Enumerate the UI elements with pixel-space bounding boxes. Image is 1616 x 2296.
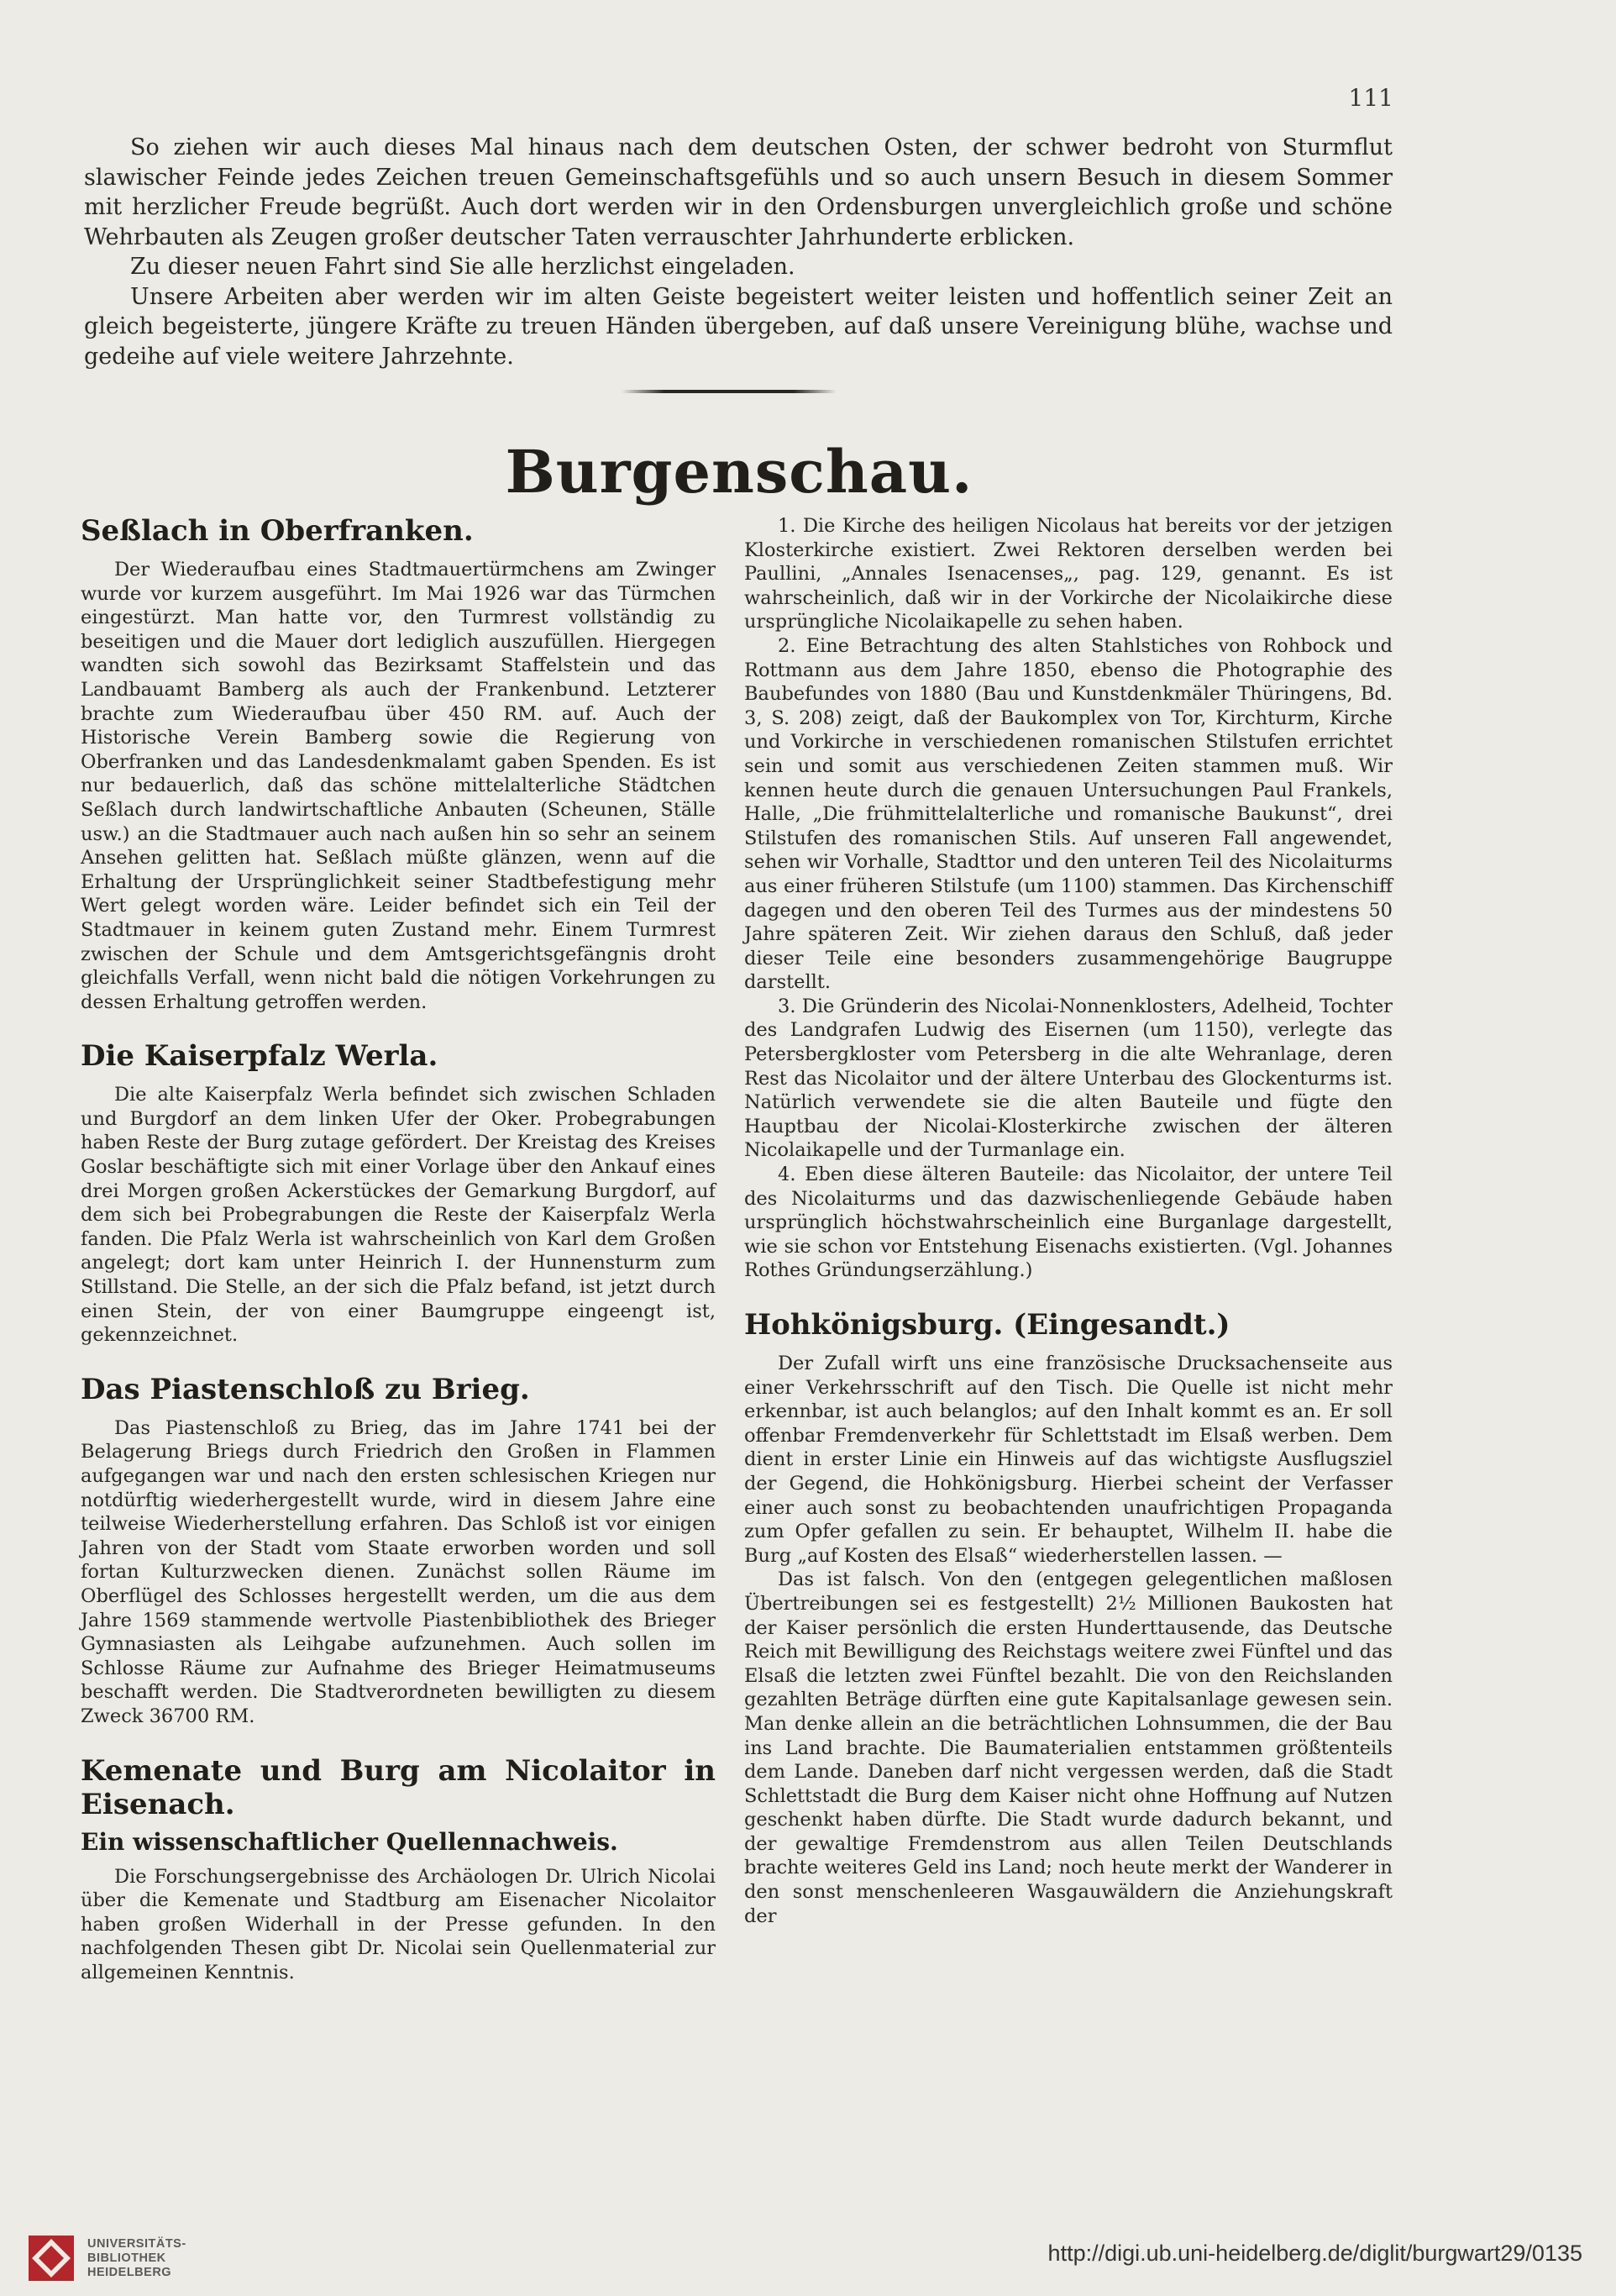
article-paragraph: 3. Die Gründerin des Nicolai-Nonnenklosters, Adelheid, Tochter des Landgrafen Ludwig des Eisernen (um 1150), verlegte das Petersbergkloster vom Petersberg in die alte Wehranlage, deren Rest das Nicolaitor und der ältere Unterbau des Glockenturms ist. Natürlich verwendete sie die alten Bauteile und fügte den Hauptbau der Nicolai-Klosterkirche zwischen der älteren Nicolaikapelle und der Turmanlage ein.: [744, 995, 1393, 1162]
section-heading: Die Kaiserpfalz Werla.: [81, 1039, 438, 1074]
section-heading: Das Piastenschloß zu Brieg.: [81, 1372, 530, 1406]
article-paragraph: 2. Eine Betrachtung des alten Stahlstiches von Rohbock und Rottmann aus dem Jahre 1850, ebenso die Photographie des Baubefundes von 1880 (Bau und Kunstdenkmäler Thüringens, Bd. 3, S. 208) zeigt, daß der Baukomplex von Tor, Kirchturm, Kirche und Vorkirche in verschiedenen romanischen Stilstufen errichtet sein und somit aus verschiedenen Zeiten stammen muß. Wir kennen heute durch die genauen Untersuchungen Paul Frankels, Halle, „Die frühmittelalterliche und romanische Baukunst“, drei Stilstufen des romanischen Stils. Auf unseren Fall angewendet, sehen wir Vorhalle, Stadttor und den unteren Teil des Nicolaiturms aus einer früheren Stilstufe (um 1100) stammen. Das Kirchenschiff dagegen und den oberen Teil des Turmes aus der mindestens 50 Jahre späteren Zeit. Wir ziehen daraus den Schluß, daß jeder dieser Teile eine besonders zusammengehörige Baugruppe darstellt.: [744, 634, 1393, 994]
library-logo[interactable]: [27, 2230, 279, 2286]
intro-paragraph: Unsere Arbeiten aber werden wir im alten Geiste begeistert weiter leisten und hoffentlich seiner Zeit an gleich begeisterte, jüngere Kräfte zu treuen Händen übergeben, auf daß unsere Vereinigung blühe, wachse und gedeihe auf viele weitere Jahrzehnte.: [84, 283, 1393, 370]
library-seal-icon: [27, 2234, 76, 2283]
article-paragraph: Der Zufall wirft uns eine französische Drucksachenseite aus einer Verkehrsschrift auf den Tisch. Die Quelle ist nicht mehr erkennbar, ist auch belanglos; auf den Inhalt kommt es an. Er soll offenbar Fremdenverkehr für Schlettstadt im Elsaß werben. Dem dient in erster Linie ein Hinweis auf das wichtigste Ausflugsziel der Gegend, die Hohkönigsburg. Hierbei scheint der Verfasser einer auch sonst zu beobachtenden unaufrichtigen Propaganda zum Opfer gefallen zu sein. Er behauptet, Wilhelm II. habe die Burg „auf Kosten des Elsaß“ wiederherstellen lassen. —: [744, 1353, 1393, 1567]
intro-text: [84, 133, 1393, 371]
page-number: 111: [1348, 84, 1393, 112]
main-title: Burgenschau.: [505, 437, 973, 507]
section-subheading: Ein wissenschaftlicher Quellennachweis.: [81, 1827, 618, 1856]
article-section: [81, 514, 716, 1014]
right-column: [744, 514, 1393, 1953]
intro-paragraph: So ziehen wir auch dieses Mal hinaus nach dem deutschen Osten, der schwer bedroht von Sturmflut slawischer Feinde jedes Zeichen treuen Gemeinschaftsgefühls und so auch unsern Besuch in diesem Sommer mit herzlicher Freude begrüßt. Auch dort werden wir in den Ordensburgen unvergleichlich große und schöne Wehrbauten als Zeugen großer deutscher Taten verrauschter Jahrhunderte erblicken.: [84, 134, 1393, 250]
article-section: [81, 1373, 716, 1729]
article-paragraph: Die alte Kaiserpfalz Werla befindet sich zwischen Schladen und Burgdorf an dem linken Ufer der Oker. Probegrabungen haben Reste der Burg zutage gefördert. Der Kreistag des Kreises Goslar beschäftigte sich mit einer Vorlage über den Ankauf eines drei Morgen großen Ackerstückes der Gemarkung Burgdorf, auf dem sich bei Probegrabungen die Reste der Kaiserpfalz Werla fanden. Die Pfalz Werla ist wahrscheinlich von Karl dem Großen angelegt; dort kam unter Heinrich I. der Hunnensturm zum Stillstand. Die Stelle, an der sich die Pfalz befand, ist jetzt durch einen Stein, der von einer Baumgruppe eingeengt ist, gekennzeichnet.: [81, 1084, 716, 1347]
section-heading: Hohkönigsburg. (Eingesandt.): [744, 1308, 1230, 1342]
article-section: [744, 514, 1393, 1283]
section-heading: Kemenate und Burg am Nicolaitor in Eisenach.: [81, 1753, 716, 1821]
source-url-link[interactable]: http://digi.ub.uni-heidelberg.de/diglit/burgwart29/0135: [1047, 2241, 1582, 2266]
article-paragraph: 4. Eben diese älteren Bauteile: das Nicolaitor, der untere Teil des Nicolaiturms und das dazwischenliegende Gebäude haben ursprünglich höchstwahrscheinlich eine Burganlage dargestellt, wie sie schon vor Entstehung Eisenachs existierten. (Vgl. Johannes Rothes Gründungserzählung.): [744, 1164, 1393, 1282]
article-paragraph: Das ist falsch. Von den (entgegen gelegentlichen maßlosen Übertreibungen sei es festgestellt) 2½ Millionen Baukosten hat der Kaiser persönlich die ersten Hunderttausende, das Deutsche Reich mit Bewilligung des Reichstags weitere zwei Fünftel und das Elsaß die letzten zwei Fünftel bezahlt. Die von den Reichslanden gezahlten Beträge dürften eine gute Kapitalsanlage gewesen sein. Man denke allein an die beträchtlichen Lohnsummen, die der Bau ins Land brachte. Die Baumaterialien entstammen größtenteils dem Lande. Daneben darf nicht vergessen werden, daß die Stadt Schlettstadt die Burg dem Kaiser nicht ohne Hoffnung auf Nutzen geschenkt haben dürfte. Die Stadt wurde dadurch bekannt, und der gewaltige Fremdenstrom aus allen Teilen Deutschlands brachte weiteres Geld ins Land; noch heute merkt der Wanderer in den sonst menschenleeren Wasgauwäldern die Anziehungskraft der: [744, 1568, 1393, 1927]
article-section: [744, 1308, 1393, 1928]
intro-paragraph: Zu dieser neuen Fahrt sind Sie alle herzlichst eingeladen.: [130, 254, 795, 280]
section-heading: Seßlach in Oberfranken.: [81, 514, 474, 548]
article-paragraph: Der Wiederaufbau eines Stadtmauertürmchens am Zwinger wurde vor kurzem ausgeführt. Im Mai 1926 war das Türmchen eingestürzt. Man hatte vor, den Turmrest vollständig zu beseitigen und die Mauer dort lediglich auszufüllen. Hiergegen wandten sich sowohl das Bezirksamt Staffelstein und das Landbauamt Bamberg als auch der Frankenbund. Letzterer brachte zum Wiederaufbau über 450 RM. auf. Auch der Historische Verein Bamberg sowie die Regierung von Oberfranken und das Landesdenkmalamt gaben Spenden. Es ist nur bedauerlich, daß das schöne mittelalterliche Städtchen Seßlach durch landwirtschaftliche Anbauten (Scheunen, Ställe usw.) an die Stadtmauer auch nach außen hin so sehr an seinem Ansehen gelitten hat. Seßlach müßte glänzen, wenn auf die Erhaltung der Ursprünglichkeit seiner Stadtbefestigung mehr Wert gelegt worden wäre. Leider befindet sich ein Teil der Stadtmauer in keinem guten Zustand mehr. Einem Turmrest zwischen der Schule und dem Amtsgerichtsgefängnis droht gleichfalls Verfall, wenn nicht bald die nötigen Vorkehrungen zu dessen Erhaltung getroffen werden.: [81, 559, 716, 1013]
article-section: [81, 1039, 716, 1348]
left-column: [81, 514, 716, 2010]
article-paragraph: Die Forschungsergebnisse des Archäologen Dr. Ulrich Nicolai über die Kemenate und Stadtburg am Eisenacher Nicolaitor haben großen Widerhall in der Presse gefunden. In den nachfolgenden Thesen gibt Dr. Nicolai sein Quellenmaterial zur allgemeinen Kenntnis.: [81, 1865, 716, 1983]
article-paragraph: Das Piastenschloß zu Brieg, das im Jahre 1741 bei der Belagerung Briegs durch Friedrich den Großen in Flammen aufgegangen war und nach den ersten schlesischen Kriegen nur notdürftig wiederhergestellt wurde, wird in diesem Jahre eine teilweise Wiederherstellung erfahren. Das Schloß ist vor einigen Jahren von der Stadt vom Staate erworben worden und soll fortan Kulturzwecken dienen. Zunächst sollen Räume im Oberflügel des Schlosses hergestellt werden, um die aus dem Jahre 1569 stammende wertvolle Piastenbibliothek des Brieger Gymnasiasten als Leihgabe aufzunehmen. Auch sollen im Schlosse Räume zur Aufnahme des Brieger Heimatmuseums beschafft werden. Die Stadtverordneten bewilligten zu diesem Zweck 36700 RM.: [81, 1416, 716, 1727]
article-section: [81, 1754, 716, 1985]
section-divider: [622, 390, 837, 393]
library-name: UNIVERSITÄTS- BIBLIOTHEK HEIDELBERG: [87, 2236, 186, 2279]
article-paragraph: 1. Die Kirche des heiligen Nicolaus hat bereits vor der jetzigen Klosterkirche existiert. Zwei Rektoren derselben werden bei Paullini, „Annales Isenacenses„, pag. 129, genannt. Es ist wahrscheinlich, daß wir in der Vorkirche der Nicolaikirche diese ursprüngliche Nicolaikapelle zu sehen haben.: [744, 515, 1393, 633]
